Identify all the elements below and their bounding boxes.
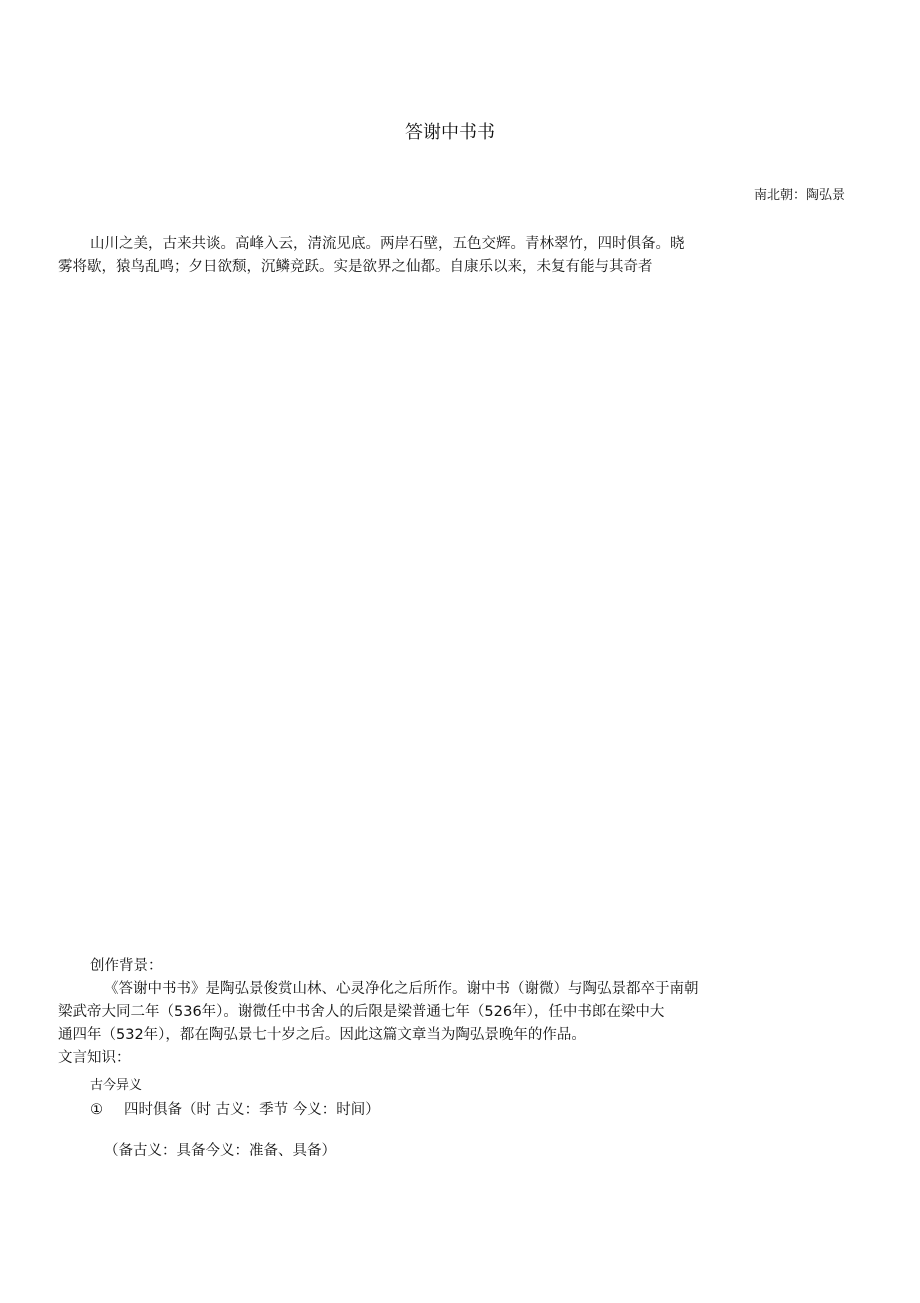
item-1-marker: ① — [90, 1102, 103, 1118]
knowledge-subheading: 古今异义 — [90, 1078, 143, 1093]
poem-line-1: 山川之美，古来共谈。高峰入云，清流见底。两岸石壁，五色交辉。青林翠竹，四时俱备。晓 — [90, 236, 685, 252]
item-1-text: 四时俱备（时 古义：季节 今义：时间） — [124, 1102, 380, 1118]
background-line-3: 通四年（532年），都在陶弘景七十岁之后。因此这篇文章当为陶弘景晚年的作品。 — [58, 1027, 586, 1043]
background-line-1: 《答谢中书书》是陶弘景俊赏山林、心灵净化之后所作。谢中书（谢微）与陶弘景都卒于南朝 — [104, 981, 699, 997]
author-line: 南北朝：陶弘景 — [753, 188, 845, 203]
background-line-2: 梁武帝大同二年（536年）。谢微任中书舍人的后限是梁普通七年（526年），任中书郎在梁中大 — [58, 1004, 665, 1020]
poem-line-2: 雾将歇，猿鸟乱鸣；夕日欲颓，沉鳞竞跃。实是欲界之仙都。自康乐以来，未复有能与其奇者 — [58, 259, 653, 275]
item-2-text: （备古义：具备今义：准备、具备） — [104, 1143, 336, 1159]
background-heading: 创作背景： — [90, 958, 163, 974]
knowledge-heading: 文言知识： — [58, 1050, 131, 1066]
document-title: 答谢中书书 — [405, 122, 495, 143]
